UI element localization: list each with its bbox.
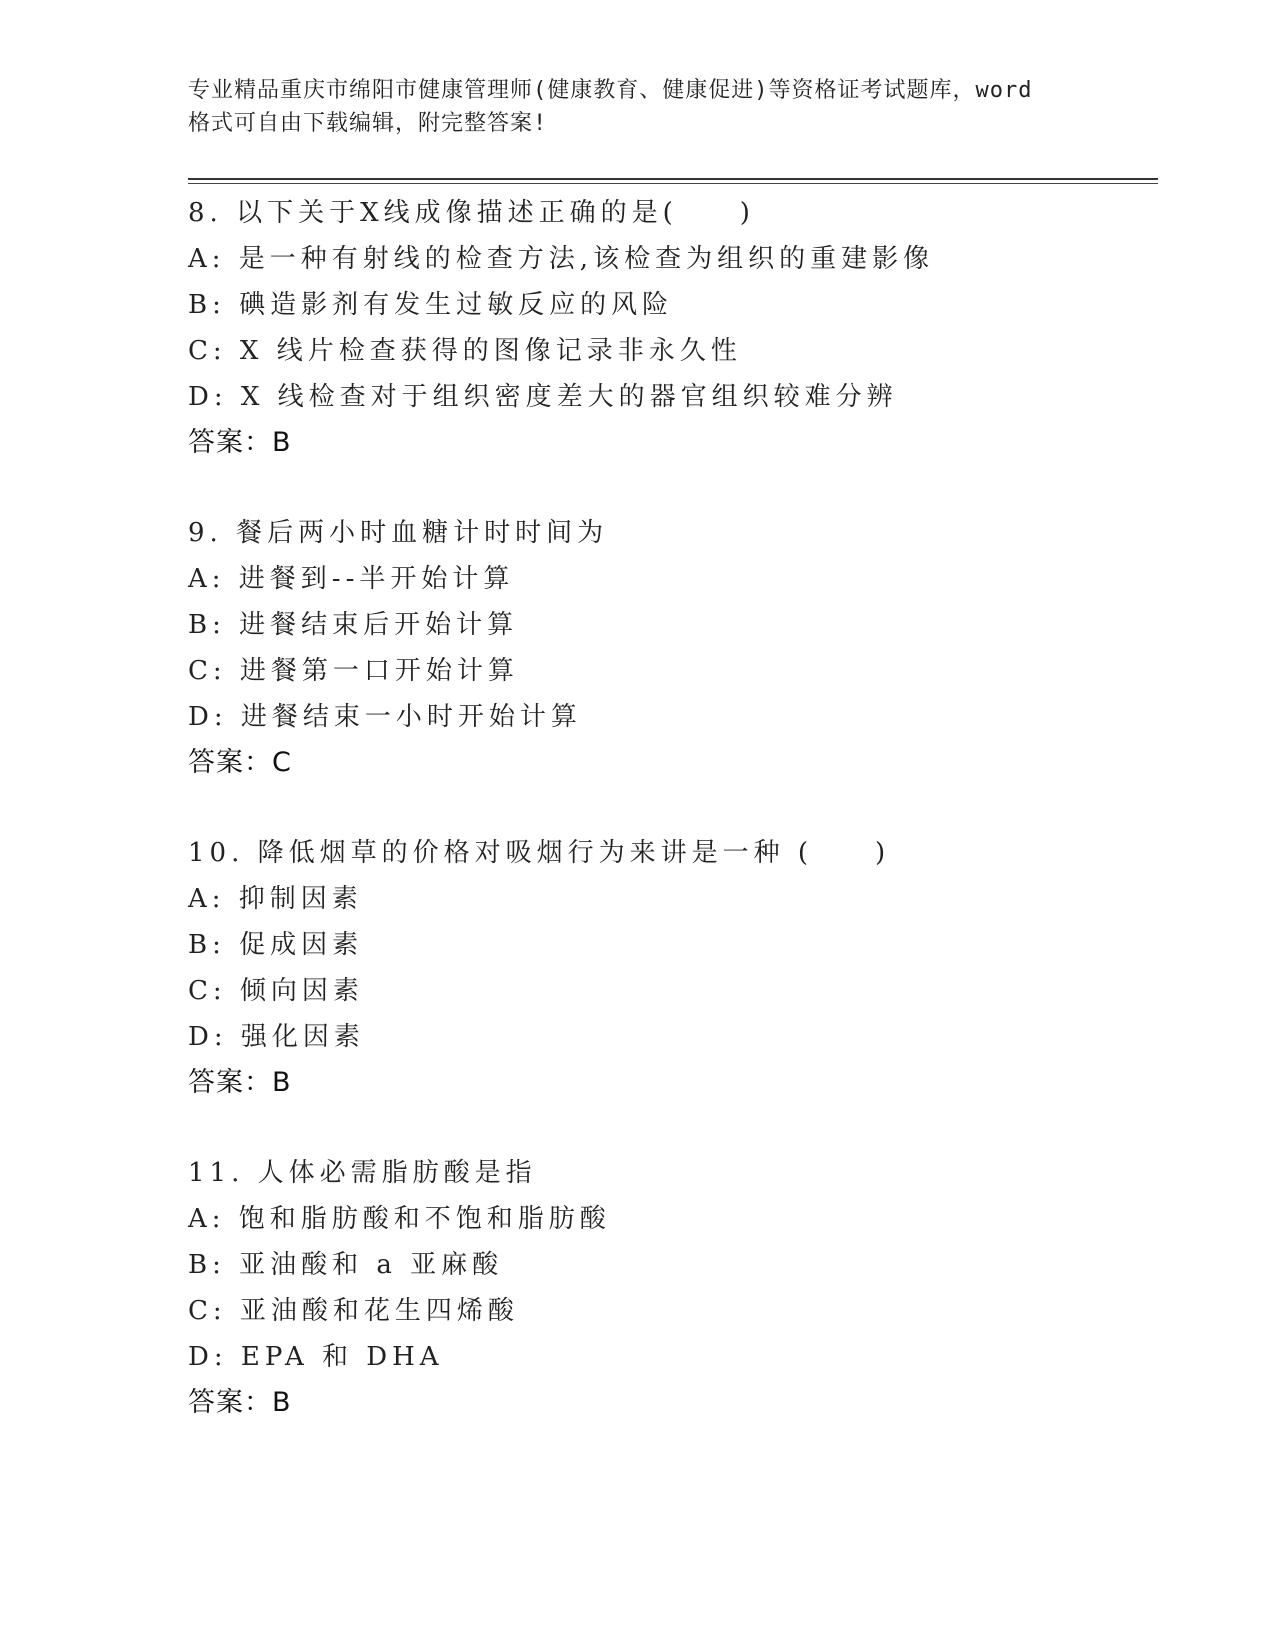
document-header: [188, 74, 1088, 140]
header-divider-thick: [188, 178, 1158, 180]
option-a: A: 是一种有射线的检查方法,该检查为组织的重建影像: [188, 244, 935, 274]
option-d: D: X 线检查对于组织密度差大的器官组织较难分辨: [188, 382, 898, 412]
option-d: D: 强化因素: [188, 1022, 365, 1052]
header-divider-thin: [188, 183, 1158, 184]
option-b: B: 碘造影剂有发生过敏反应的风险: [188, 290, 674, 320]
answer: 答案：C: [188, 747, 292, 778]
header-line-2: 格式可自由下载编辑，附完整答案!: [188, 111, 548, 136]
option-a: A: 抑制因素: [188, 884, 363, 914]
option-b: B: 进餐结束后开始计算: [188, 610, 519, 640]
question-8: [188, 190, 1158, 466]
header-line-1: 专业精品重庆市绵阳市健康管理师(健康教育、健康促进)等资格证考试题库，word: [188, 78, 1033, 103]
question-title: 8. 以下关于X线成像描述正确的是( ): [188, 198, 755, 228]
question-title: 10. 降低烟草的价格对吸烟行为来讲是一种 ( ): [188, 838, 891, 868]
question-title: 9. 餐后两小时血糖计时时间为: [188, 518, 609, 548]
option-a: A: 饱和脂肪酸和不饱和脂肪酸: [188, 1204, 611, 1234]
option-b: B: 促成因素: [188, 930, 364, 960]
question-title: 11. 人体必需脂肪酸是指: [188, 1158, 537, 1188]
option-d: D: 进餐结束一小时开始计算: [188, 702, 582, 732]
option-c: C: 倾向因素: [188, 976, 364, 1006]
answer: 答案：B: [188, 1067, 292, 1098]
question-10: [188, 830, 1158, 1106]
option-d: D: EPA 和 DHA: [188, 1342, 444, 1372]
option-c: C: 亚油酸和花生四烯酸: [188, 1296, 519, 1326]
option-c: C: X 线片检查获得的图像记录非永久性: [188, 336, 742, 366]
answer: 答案：B: [188, 1387, 292, 1418]
question-list: [188, 190, 1158, 1426]
answer: 答案：B: [188, 427, 292, 458]
option-a: A: 进餐到--半开始计算: [188, 564, 515, 594]
option-b: B: 亚油酸和 a 亚麻酸: [188, 1250, 504, 1280]
question-9: [188, 510, 1158, 786]
option-c: C: 进餐第一口开始计算: [188, 656, 519, 686]
question-11: [188, 1150, 1158, 1426]
